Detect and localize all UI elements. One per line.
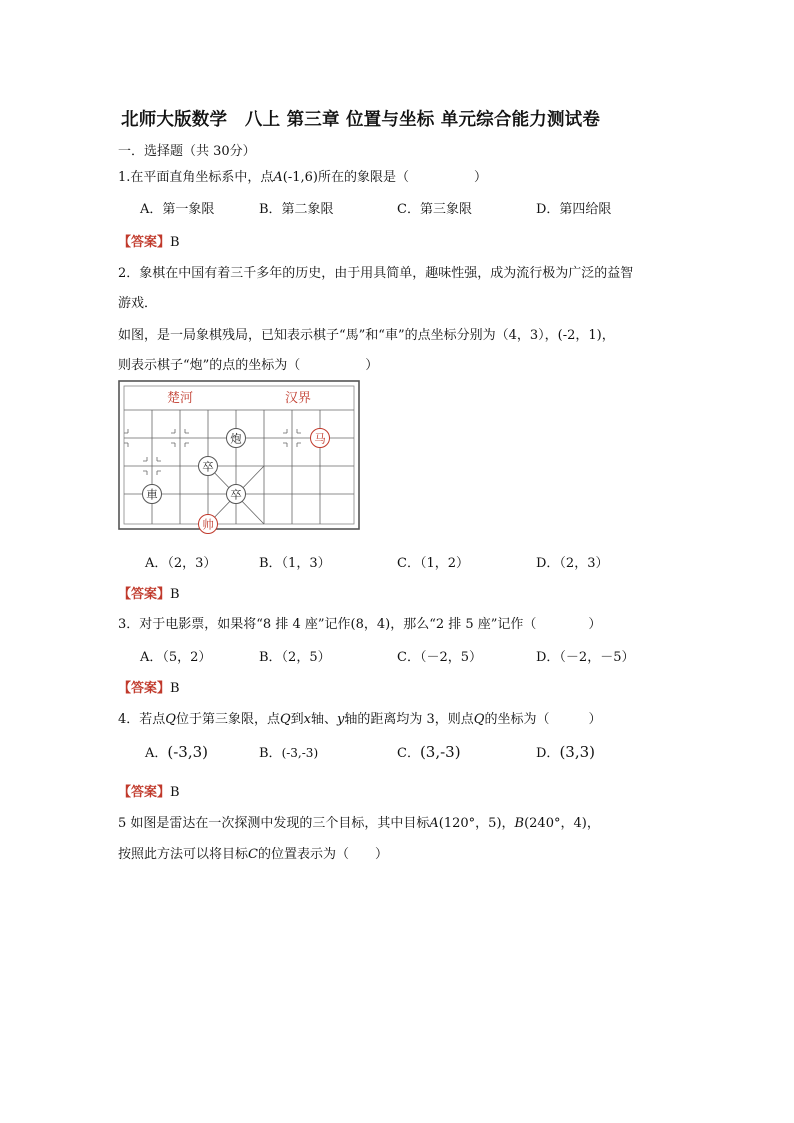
q4-option-c-label: C． bbox=[397, 746, 420, 761]
q5-text-1: 5 如图是雷达在一次探测中发现的三个目标，其中目标 bbox=[118, 816, 430, 831]
q1-suffix: 所在的象限是（ ） bbox=[318, 170, 488, 185]
q4-answer-value: B bbox=[170, 785, 180, 800]
q1-coord: (-1,6) bbox=[282, 170, 319, 185]
q2-answer bbox=[118, 583, 180, 602]
q1-prefix: 1.在平面直角坐标系中，点 bbox=[118, 170, 274, 185]
q4-option-d-value: (3,3) bbox=[559, 743, 595, 761]
q4-point-q: Q bbox=[165, 712, 176, 727]
q4-x-axis: x bbox=[303, 712, 311, 727]
q1-answer-value: B bbox=[170, 235, 180, 250]
q4-option-b-label: B． bbox=[259, 746, 282, 761]
zu-label: 卒 bbox=[230, 487, 242, 502]
q2-line-4: 则表示棋子“炮”的点的坐标为（ ） bbox=[118, 358, 379, 373]
q2-option-d[interactable]: D．（2，3） bbox=[536, 556, 609, 571]
q5-target-b: B bbox=[514, 816, 525, 831]
q4-point-q: Q bbox=[279, 712, 291, 727]
piece-zu-1 bbox=[199, 457, 218, 476]
q3-option-a[interactable]: A．（5，2） bbox=[140, 650, 212, 665]
q2-line-1: 2．象棋在中国有着三千多年的历史，由于用具简单，趣味性强，成为流行极为广泛的益智 bbox=[118, 266, 634, 281]
piece-ma bbox=[311, 429, 330, 448]
q4-option-b[interactable] bbox=[259, 742, 318, 761]
question-4 bbox=[118, 708, 601, 727]
shuai-label: 帅 bbox=[202, 517, 214, 532]
ma-label: 马 bbox=[314, 431, 326, 446]
q4-text-5: 轴的距离均为 3，则点 bbox=[344, 712, 474, 727]
question-1 bbox=[118, 166, 487, 185]
q3-answer bbox=[118, 677, 180, 696]
board-grid bbox=[124, 410, 354, 524]
q2-answer-value: B bbox=[170, 587, 180, 602]
q1-point: A bbox=[273, 170, 283, 185]
q1-answer bbox=[118, 231, 180, 250]
q1-option-b[interactable]: B．第二象限 bbox=[259, 202, 334, 217]
question-5-line-2 bbox=[118, 843, 388, 862]
q4-option-b-value: (-3,-3) bbox=[281, 746, 319, 760]
answer-label: 【答案】 bbox=[118, 587, 171, 602]
q3-option-b[interactable]: B．（2，5） bbox=[259, 650, 331, 665]
q3-option-d[interactable]: D．（－2，－5） bbox=[536, 650, 635, 665]
answer-label: 【答案】 bbox=[118, 681, 171, 696]
q4-text-3: 到 bbox=[290, 712, 304, 727]
q4-option-a[interactable] bbox=[145, 742, 208, 761]
q2-option-a[interactable]: A．（2，3） bbox=[145, 556, 217, 571]
q4-point-q: Q bbox=[473, 712, 485, 727]
piece-ju bbox=[143, 485, 162, 504]
q5-text-3: (240°，4)， bbox=[524, 816, 600, 831]
zu-label: 卒 bbox=[202, 459, 214, 474]
section-heading: 一．选择题（共 30分） bbox=[118, 144, 256, 159]
chu-he-label: 楚河 bbox=[166, 391, 194, 406]
q4-option-a-value: (-3,3) bbox=[167, 743, 209, 761]
q4-option-a-label: A． bbox=[145, 746, 168, 761]
q3-answer-value: B bbox=[170, 681, 180, 696]
q2-option-c[interactable]: C．（1，2） bbox=[397, 556, 469, 571]
q5-text-4: 按照此方法可以将目标 bbox=[118, 847, 249, 862]
q1-option-c[interactable]: C．第三象限 bbox=[397, 202, 472, 217]
q4-text-4: 轴、 bbox=[311, 712, 338, 727]
chess-board-figure bbox=[118, 380, 360, 540]
ju-label: 車 bbox=[146, 487, 158, 502]
answer-label: 【答案】 bbox=[118, 785, 171, 800]
q4-text-6: 的坐标为（ ） bbox=[484, 712, 602, 727]
page-title: 北师大版数学 八上 第三章 位置与坐标 单元综合能力测试卷 bbox=[121, 110, 601, 130]
q4-option-d-label: D． bbox=[536, 746, 560, 761]
pao-label: 炮 bbox=[230, 431, 242, 446]
piece-shuai bbox=[199, 515, 218, 534]
question-5-line-1 bbox=[118, 812, 600, 831]
q4-option-c-value: (3,-3) bbox=[419, 743, 461, 761]
q2-option-b[interactable]: B．（1，3） bbox=[259, 556, 331, 571]
piece-zu-2 bbox=[227, 485, 246, 504]
piece-pao bbox=[227, 429, 246, 448]
q1-option-d[interactable]: D．第四给限 bbox=[536, 202, 612, 217]
q5-text-2: (120°，5)， bbox=[438, 816, 515, 831]
q4-text-2: 位于第三象限，点 bbox=[175, 712, 280, 727]
q5-target-c: C bbox=[248, 847, 258, 862]
answer-label: 【答案】 bbox=[118, 235, 171, 250]
han-jie-label: 汉界 bbox=[284, 391, 312, 406]
q1-option-a[interactable]: A．第一象限 bbox=[140, 202, 215, 217]
q3-option-c[interactable]: C．（－2，5） bbox=[397, 650, 482, 665]
q2-line-3: 如图，是一局象棋残局，已知表示棋子“馬”和“車”的点坐标分别为（4，3），(-2，1)， bbox=[118, 328, 615, 343]
q5-target-a: A bbox=[429, 816, 439, 831]
q4-text-1: 4．若点 bbox=[118, 712, 166, 727]
q4-y-axis: y bbox=[337, 712, 345, 727]
q5-text-5: 的位置表示为（ ） bbox=[257, 847, 388, 862]
board-frame bbox=[119, 381, 359, 529]
q2-line-2: 游戏． bbox=[118, 296, 158, 311]
question-3: 3．对于电影票，如果将“8 排 4 座”记作(8，4)，那么“2 排 5 座”记作（ ） bbox=[118, 617, 602, 632]
q4-answer bbox=[118, 781, 180, 800]
q4-option-c[interactable] bbox=[397, 742, 461, 761]
q4-option-d[interactable] bbox=[536, 742, 595, 761]
